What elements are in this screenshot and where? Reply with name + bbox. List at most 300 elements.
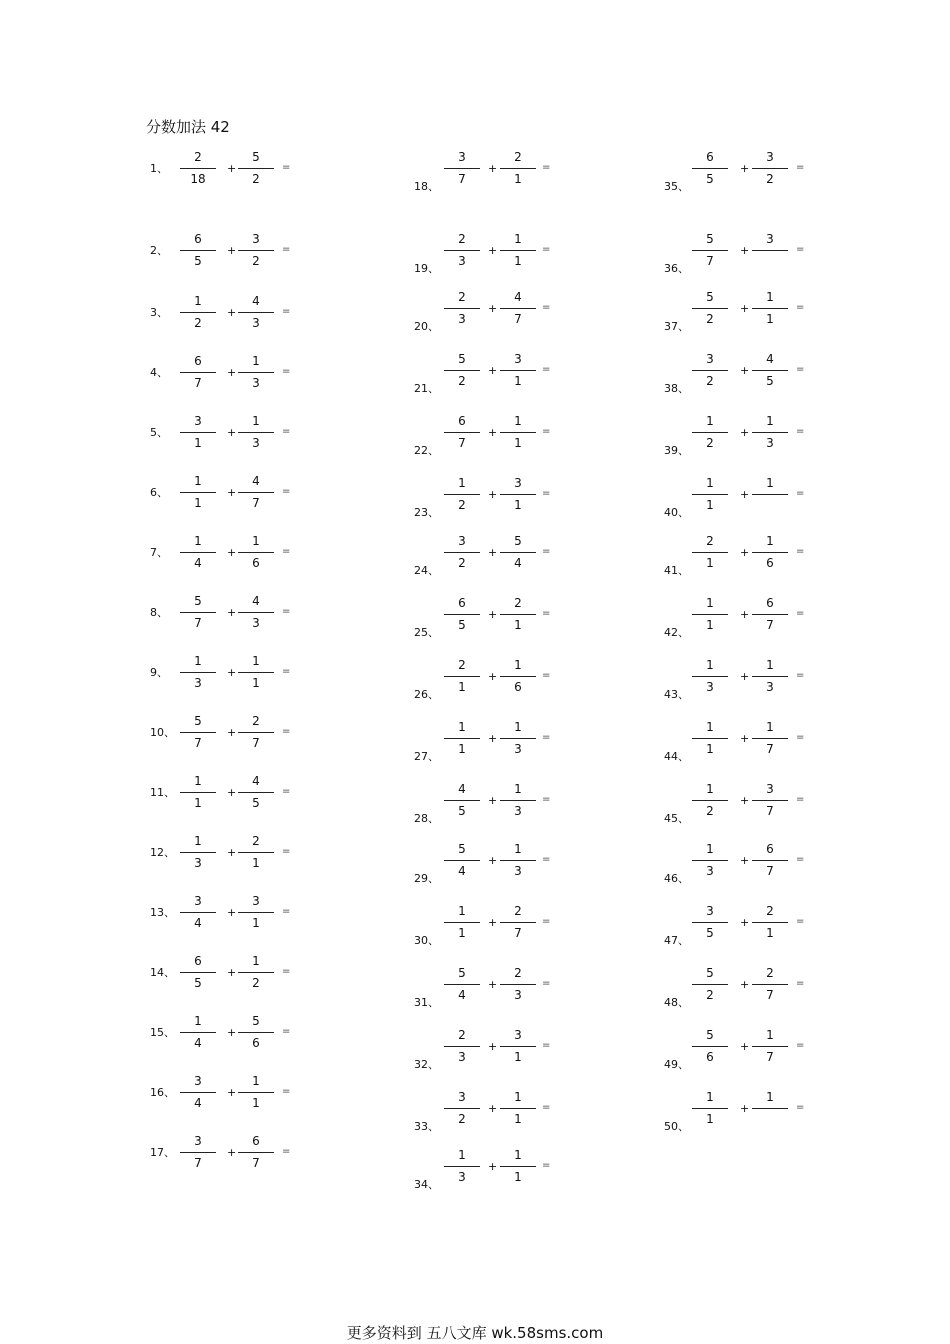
problem-number: 49、 — [664, 1058, 689, 1071]
fraction-bar — [692, 250, 728, 251]
denominator: 4 — [458, 864, 466, 878]
problem-number: 10、 — [150, 726, 175, 739]
denominator: 1 — [766, 926, 774, 940]
denominator: 5 — [766, 374, 774, 388]
problem-item — [150, 294, 370, 340]
problem-item — [150, 1014, 370, 1060]
fraction-bar — [500, 676, 536, 677]
fraction-bar — [500, 800, 536, 801]
problem-item — [414, 782, 634, 828]
equals-sign: = — [542, 1102, 551, 1113]
denominator: 1 — [706, 498, 714, 512]
problem-number: 45、 — [664, 812, 689, 825]
denominator: 1 — [514, 618, 522, 632]
numerator: 3 — [194, 1074, 202, 1088]
equals-sign: = — [282, 1026, 291, 1037]
denominator: 7 — [252, 496, 260, 510]
problem-item — [150, 354, 370, 400]
second-fraction — [752, 534, 788, 578]
plus-sign: + — [488, 364, 498, 377]
fraction-bar — [752, 370, 788, 371]
equals-sign: = — [282, 244, 291, 255]
problem-number: 6、 — [150, 486, 168, 499]
numerator: 1 — [194, 654, 202, 668]
equals-sign: = — [542, 670, 551, 681]
denominator: 2 — [458, 1112, 466, 1126]
numerator: 5 — [252, 1014, 260, 1028]
denominator: 7 — [766, 1050, 774, 1064]
denominator: 2 — [194, 316, 202, 330]
numerator: 5 — [706, 290, 714, 304]
numerator: 5 — [252, 150, 260, 164]
fraction-bar — [500, 860, 536, 861]
problem-item — [414, 150, 634, 196]
equals-sign: = — [796, 978, 805, 989]
problem-number: 3、 — [150, 306, 168, 319]
denominator: 1 — [194, 436, 202, 450]
fraction-bar — [692, 676, 728, 677]
numerator: 1 — [766, 534, 774, 548]
first-fraction — [180, 894, 216, 938]
denominator: 1 — [514, 374, 522, 388]
fraction-bar — [238, 432, 274, 433]
first-fraction — [692, 476, 728, 520]
denominator: 3 — [252, 316, 260, 330]
numerator: 6 — [706, 150, 714, 164]
fraction-bar — [444, 552, 480, 553]
problem-item — [150, 654, 370, 700]
fraction-bar — [444, 800, 480, 801]
equals-sign: = — [282, 162, 291, 173]
plus-sign: + — [227, 726, 237, 739]
equals-sign: = — [542, 244, 551, 255]
fraction-bar — [238, 612, 274, 613]
equals-sign: = — [282, 906, 291, 917]
numerator: 4 — [514, 290, 522, 304]
fraction-bar — [180, 168, 216, 169]
problem-number: 24、 — [414, 564, 439, 577]
plus-sign: + — [488, 162, 498, 175]
denominator: 5 — [194, 976, 202, 990]
fraction-bar — [180, 612, 216, 613]
numerator: 2 — [194, 150, 202, 164]
equals-sign: = — [796, 364, 805, 375]
numerator: 4 — [458, 782, 466, 796]
plus-sign: + — [227, 1146, 237, 1159]
second-fraction — [238, 232, 274, 276]
fraction-bar — [180, 732, 216, 733]
denominator: 1 — [766, 312, 774, 326]
plus-sign: + — [488, 732, 498, 745]
problem-item — [664, 414, 884, 460]
second-fraction — [500, 1028, 536, 1072]
second-fraction — [500, 904, 536, 948]
plus-sign: + — [740, 670, 750, 683]
numerator: 1 — [706, 658, 714, 672]
problem-number: 2、 — [150, 244, 168, 257]
fraction-bar — [752, 168, 788, 169]
equals-sign: = — [542, 608, 551, 619]
denominator: 1 — [194, 496, 202, 510]
denominator: 2 — [706, 374, 714, 388]
fraction-bar — [752, 984, 788, 985]
numerator: 1 — [766, 1028, 774, 1042]
denominator: 6 — [766, 556, 774, 570]
numerator: 6 — [194, 354, 202, 368]
denominator: 7 — [252, 1156, 260, 1170]
problem-item — [414, 720, 634, 766]
fraction-bar — [692, 168, 728, 169]
second-fraction — [238, 654, 274, 698]
equals-sign: = — [282, 1086, 291, 1097]
second-fraction — [752, 596, 788, 640]
problem-number: 34、 — [414, 1178, 439, 1191]
equals-sign: = — [796, 1040, 805, 1051]
equals-sign: = — [796, 302, 805, 313]
first-fraction — [692, 842, 728, 886]
equals-sign: = — [282, 306, 291, 317]
numerator: 5 — [706, 966, 714, 980]
numerator: 3 — [252, 232, 260, 246]
numerator: 3 — [458, 534, 466, 548]
plus-sign: + — [488, 916, 498, 929]
problem-item — [664, 782, 884, 828]
first-fraction — [692, 966, 728, 1010]
problem-number: 36、 — [664, 262, 689, 275]
second-fraction — [752, 414, 788, 458]
second-fraction — [500, 534, 536, 578]
second-fraction — [752, 658, 788, 702]
numerator: 1 — [706, 842, 714, 856]
first-fraction — [444, 150, 480, 194]
denominator: 1 — [252, 676, 260, 690]
numerator: 3 — [514, 1028, 522, 1042]
numerator: 1 — [514, 1148, 522, 1162]
problem-item — [664, 1028, 884, 1074]
problem-number: 26、 — [414, 688, 439, 701]
denominator: 2 — [458, 556, 466, 570]
second-fraction — [500, 842, 536, 886]
plus-sign: + — [740, 244, 750, 257]
numerator: 1 — [766, 414, 774, 428]
problem-item — [414, 1028, 634, 1074]
plus-sign: + — [740, 916, 750, 929]
first-fraction — [692, 596, 728, 640]
first-fraction — [180, 1014, 216, 1058]
problem-item — [664, 476, 884, 522]
plus-sign: + — [488, 794, 498, 807]
plus-sign: + — [740, 364, 750, 377]
first-fraction — [444, 476, 480, 520]
first-fraction — [180, 714, 216, 758]
fraction-bar — [180, 852, 216, 853]
plus-sign: + — [227, 966, 237, 979]
numerator: 1 — [766, 1090, 774, 1104]
denominator: 5 — [194, 254, 202, 268]
fraction-bar — [692, 922, 728, 923]
first-fraction — [444, 232, 480, 276]
problem-number: 11、 — [150, 786, 175, 799]
fraction-bar — [752, 250, 788, 251]
plus-sign: + — [227, 1086, 237, 1099]
numerator: 1 — [458, 476, 466, 490]
first-fraction — [692, 782, 728, 826]
second-fraction — [752, 476, 788, 520]
fraction-bar — [692, 552, 728, 553]
numerator: 2 — [514, 904, 522, 918]
problem-item — [414, 966, 634, 1012]
problem-item — [150, 1074, 370, 1120]
numerator: 1 — [252, 414, 260, 428]
denominator: 7 — [458, 172, 466, 186]
denominator: 2 — [252, 976, 260, 990]
denominator: 2 — [706, 312, 714, 326]
fraction-bar — [238, 732, 274, 733]
equals-sign: = — [282, 966, 291, 977]
problem-number: 40、 — [664, 506, 689, 519]
problem-item — [664, 352, 884, 398]
problem-item — [664, 966, 884, 1012]
first-fraction — [692, 658, 728, 702]
fraction-bar — [500, 370, 536, 371]
numerator: 3 — [194, 414, 202, 428]
numerator: 1 — [252, 654, 260, 668]
numerator: 3 — [458, 150, 466, 164]
problem-number: 50、 — [664, 1120, 689, 1133]
equals-sign: = — [542, 794, 551, 805]
numerator: 2 — [458, 1028, 466, 1042]
denominator: 3 — [514, 864, 522, 878]
denominator: 4 — [458, 988, 466, 1002]
plus-sign: + — [740, 1040, 750, 1053]
denominator: 2 — [706, 804, 714, 818]
fraction-bar — [752, 860, 788, 861]
problem-number: 1、 — [150, 162, 168, 175]
problem-number: 47、 — [664, 934, 689, 947]
first-fraction — [444, 842, 480, 886]
first-fraction — [444, 966, 480, 1010]
numerator: 1 — [706, 414, 714, 428]
plus-sign: + — [227, 846, 237, 859]
second-fraction — [238, 954, 274, 998]
numerator: 4 — [766, 352, 774, 366]
fraction-bar — [238, 552, 274, 553]
denominator: 2 — [706, 988, 714, 1002]
denominator: 2 — [252, 172, 260, 186]
problem-number: 25、 — [414, 626, 439, 639]
problem-item — [414, 232, 634, 278]
fraction-bar — [752, 552, 788, 553]
fraction-bar — [752, 432, 788, 433]
denominator: 1 — [706, 742, 714, 756]
problem-number: 48、 — [664, 996, 689, 1009]
first-fraction — [692, 720, 728, 764]
first-fraction — [180, 654, 216, 698]
denominator: 3 — [194, 856, 202, 870]
fraction-bar — [180, 912, 216, 913]
denominator: 1 — [514, 1050, 522, 1064]
plus-sign: + — [488, 488, 498, 501]
plus-sign: + — [227, 1026, 237, 1039]
plus-sign: + — [488, 670, 498, 683]
equals-sign: = — [796, 426, 805, 437]
fraction-bar — [752, 922, 788, 923]
plus-sign: + — [488, 1102, 498, 1115]
second-fraction — [752, 966, 788, 1010]
problem-number: 4、 — [150, 366, 168, 379]
first-fraction — [444, 352, 480, 396]
problem-item — [414, 476, 634, 522]
denominator: 7 — [766, 864, 774, 878]
numerator: 5 — [194, 714, 202, 728]
first-fraction — [180, 354, 216, 398]
denominator: 5 — [706, 172, 714, 186]
fraction-bar — [500, 552, 536, 553]
problem-number: 46、 — [664, 872, 689, 885]
denominator: 7 — [194, 1156, 202, 1170]
first-fraction — [444, 414, 480, 458]
denominator: 4 — [194, 1096, 202, 1110]
numerator: 1 — [514, 232, 522, 246]
numerator: 5 — [194, 594, 202, 608]
fraction-bar — [692, 738, 728, 739]
denominator: 1 — [194, 796, 202, 810]
plus-sign: + — [227, 306, 237, 319]
fraction-bar — [500, 738, 536, 739]
fraction-bar — [444, 308, 480, 309]
denominator: 3 — [514, 988, 522, 1002]
numerator: 3 — [458, 1090, 466, 1104]
fraction-bar — [238, 168, 274, 169]
problem-item — [664, 842, 884, 888]
problem-item — [150, 834, 370, 880]
denominator: 3 — [766, 436, 774, 450]
second-fraction — [752, 290, 788, 334]
fraction-bar — [692, 494, 728, 495]
fraction-bar — [444, 676, 480, 677]
numerator: 3 — [194, 894, 202, 908]
plus-sign: + — [488, 608, 498, 621]
numerator: 1 — [514, 720, 522, 734]
second-fraction — [500, 150, 536, 194]
denominator: 3 — [706, 864, 714, 878]
second-fraction — [752, 150, 788, 194]
second-fraction — [752, 782, 788, 826]
equals-sign: = — [796, 670, 805, 681]
fraction-bar — [692, 432, 728, 433]
equals-sign: = — [796, 794, 805, 805]
plus-sign: + — [740, 978, 750, 991]
denominator: 6 — [514, 680, 522, 694]
fraction-bar — [500, 432, 536, 433]
numerator: 6 — [194, 232, 202, 246]
first-fraction — [180, 534, 216, 578]
denominator: 7 — [458, 436, 466, 450]
equals-sign: = — [282, 366, 291, 377]
second-fraction — [752, 1090, 788, 1134]
plus-sign: + — [227, 366, 237, 379]
problem-number: 31、 — [414, 996, 439, 1009]
fraction-bar — [692, 614, 728, 615]
numerator: 1 — [194, 774, 202, 788]
equals-sign: = — [542, 978, 551, 989]
problem-item — [664, 904, 884, 950]
equals-sign: = — [282, 846, 291, 857]
fraction-bar — [180, 312, 216, 313]
numerator: 1 — [252, 534, 260, 548]
fraction-bar — [752, 614, 788, 615]
equals-sign: = — [542, 162, 551, 173]
equals-sign: = — [282, 666, 291, 677]
denominator: 3 — [514, 804, 522, 818]
denominator: 1 — [458, 680, 466, 694]
first-fraction — [692, 352, 728, 396]
problem-item — [664, 534, 884, 580]
numerator: 1 — [458, 1148, 466, 1162]
denominator: 7 — [766, 618, 774, 632]
fraction-bar — [180, 972, 216, 973]
fraction-bar — [444, 494, 480, 495]
numerator: 3 — [706, 904, 714, 918]
first-fraction — [692, 150, 728, 194]
fraction-bar — [692, 860, 728, 861]
problem-item — [414, 596, 634, 642]
equals-sign: = — [796, 916, 805, 927]
denominator: 3 — [458, 1050, 466, 1064]
denominator: 1 — [514, 498, 522, 512]
problem-item — [664, 720, 884, 766]
problem-number: 17、 — [150, 1146, 175, 1159]
problem-number: 19、 — [414, 262, 439, 275]
numerator: 1 — [458, 720, 466, 734]
first-fraction — [692, 1028, 728, 1072]
first-fraction — [692, 290, 728, 334]
second-fraction — [500, 232, 536, 276]
first-fraction — [180, 1074, 216, 1118]
problem-number: 39、 — [664, 444, 689, 457]
first-fraction — [444, 596, 480, 640]
problem-number: 8、 — [150, 606, 168, 619]
denominator: 3 — [706, 680, 714, 694]
numerator: 1 — [706, 1090, 714, 1104]
fraction-bar — [500, 308, 536, 309]
numerator: 2 — [514, 150, 522, 164]
second-fraction — [500, 720, 536, 764]
denominator: 2 — [458, 498, 466, 512]
fraction-bar — [500, 614, 536, 615]
denominator: 3 — [252, 436, 260, 450]
numerator: 1 — [766, 476, 774, 490]
denominator: 1 — [706, 556, 714, 570]
second-fraction — [238, 414, 274, 458]
numerator: 2 — [458, 232, 466, 246]
denominator: 6 — [706, 1050, 714, 1064]
numerator: 2 — [766, 904, 774, 918]
fraction-bar — [500, 922, 536, 923]
problem-item — [414, 414, 634, 460]
denominator: 7 — [194, 616, 202, 630]
second-fraction — [238, 1074, 274, 1118]
equals-sign: = — [542, 364, 551, 375]
problem-number: 20、 — [414, 320, 439, 333]
plus-sign: + — [488, 978, 498, 991]
numerator: 3 — [766, 782, 774, 796]
equals-sign: = — [282, 1146, 291, 1157]
fraction-bar — [180, 372, 216, 373]
fraction-bar — [444, 860, 480, 861]
first-fraction — [692, 904, 728, 948]
fraction-bar — [444, 432, 480, 433]
